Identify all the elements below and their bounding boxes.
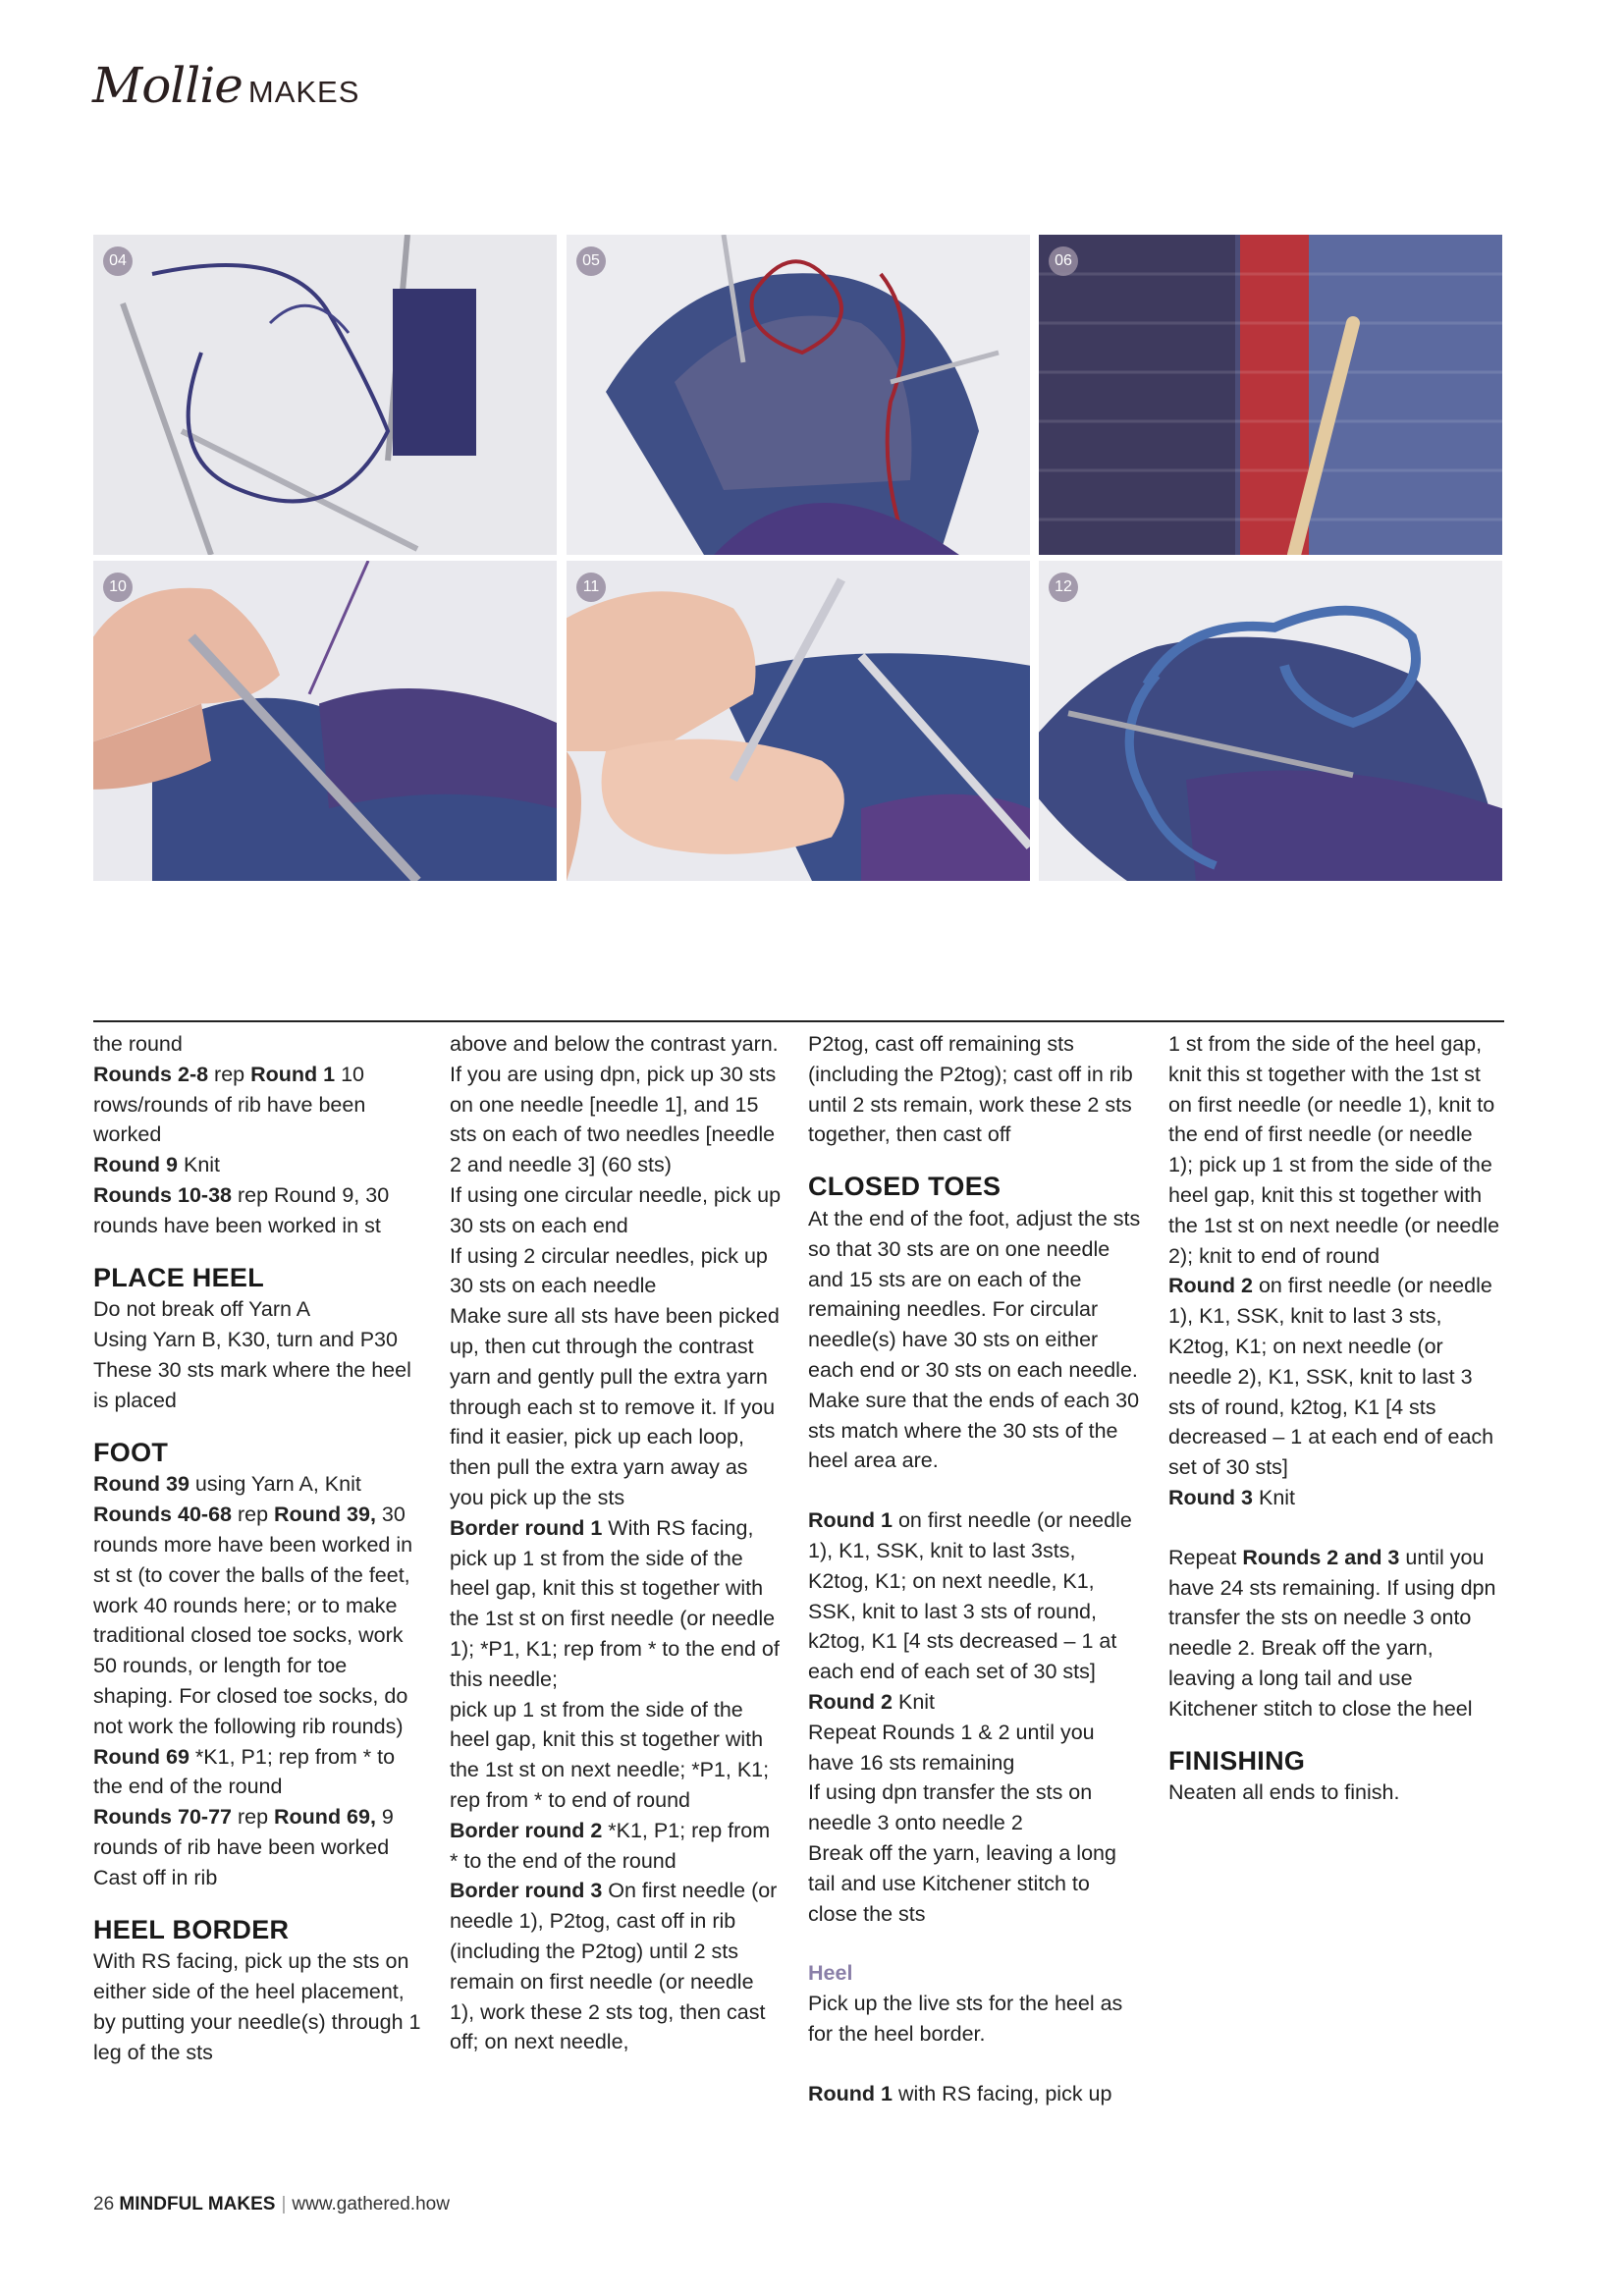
page-footer	[93, 2194, 450, 2215]
paragraph: Repeat Rounds 1 & 2 until you have 16 sts remaining	[808, 1720, 1095, 1775]
paragraph: Using Yarn B, K30, turn and P30	[93, 1328, 398, 1352]
section-divider	[93, 1020, 1504, 1022]
website-link[interactable]: www.gathered.how	[292, 2194, 450, 2214]
paragraph: Cast off in rib	[93, 1865, 218, 1889]
paragraph: Round 69 *K1, P1; rep from * to the end of the round	[93, 1744, 396, 1799]
step-number-badge: 04	[103, 246, 133, 276]
paragraph: Round 2 Knit	[808, 1689, 936, 1714]
heading-heel-border: HEEL BORDER	[93, 1914, 290, 1944]
paragraph: If using dpn transfer the sts on needle 3 onto needle 2	[808, 1780, 1093, 1835]
section-name: MINDFUL MAKES	[119, 2194, 276, 2214]
heading-place-heel: PLACE HEEL	[93, 1262, 265, 1292]
paragraph: the round	[93, 1032, 183, 1056]
paragraph: Make sure all sts have been picked up, then cut through the contrast yarn and gently pull the extra yarn through each st to remove it. If you find it easier, pick up each loop, then pull the extra yarn away as you pick up the sts	[450, 1304, 780, 1509]
paragraph: Rounds 70-77 rep Round 69, 9 rounds of rib have been worked	[93, 1805, 394, 1859]
paragraph: Border round 1 With RS facing, pick up 1 st from the side of the heel gap, knit this st together with the 1st st on first needle (or needle 1); *P1, K1; rep from * to the end of this needle;	[450, 1515, 780, 1691]
text-column-2	[450, 1029, 784, 2057]
paragraph: Round 1 with RS facing, pick up	[808, 2081, 1112, 2105]
paragraph: Rounds 10-38 rep Round 9, 30 rounds have been worked in st	[93, 1182, 390, 1237]
photo-step-06	[1039, 235, 1502, 555]
paragraph: Border round 2 *K1, P1; rep from * to the end of the round	[450, 1818, 771, 1873]
logo-word: MAKES	[247, 75, 360, 109]
photo-step-10	[93, 561, 557, 881]
paragraph: pick up 1 st from the side of the heel gap, knit this st together with the 1st st on next needle; *P1, K1; rep from * to end of round	[450, 1697, 770, 1812]
subheading-heel: Heel	[808, 1961, 853, 1986]
paragraph: Round 1 on first needle (or needle 1), K1, SSK, knit to last 3sts, K2tog, K1; on next needle, K1, SSK, knit to last 3 sts of round, k2tog, K1 [4 sts decreased – 1 at each end of each set of 30 sts]	[808, 1508, 1132, 1684]
paragraph: Round 3 Knit	[1168, 1485, 1296, 1509]
paragraph: Pick up the live sts for the heel as for the heel border.	[808, 1992, 1123, 2046]
paragraph: If using one circular needle, pick up 30 sts on each end	[450, 1182, 782, 1237]
paragraph: Break off the yarn, leaving a long tail and use Kitchener stitch to close the sts	[808, 1840, 1116, 1926]
paragraph: Border round 3 On first needle (or needle 1), P2tog, cast off in rib (including the P2tog) until 2 sts remain on first needle (or needle 1), work these 2 sts tog, then cast off; on next needle,	[450, 1879, 778, 2054]
step-number-badge: 12	[1049, 573, 1078, 602]
paragraph: If using 2 circular needles, pick up 30 sts on each needle	[450, 1243, 768, 1298]
paragraph: Round 2 on first needle (or needle 1), K1, SSK, knit to last 3 sts, K2tog, K1; on next needle (or needle 2), K1, SSK, knit to last 3 sts of round, k2tog, K1 [4 sts decreased – 1 at each end of each set of 30 sts]	[1168, 1274, 1494, 1480]
paragraph: P2tog, cast off remaining sts (including the P2tog); cast off in rib until 2 sts remain, work these 2 sts together, then cast off	[808, 1032, 1133, 1147]
step-number-badge: 05	[576, 246, 606, 276]
photo-step-12	[1039, 561, 1502, 881]
paragraph: above and below the contrast yarn. If you are using dpn, pick up 30 sts on one needle [needle 1], and 15 sts on each of two needles [needle 2 and needle 3] (60 sts)	[450, 1032, 779, 1177]
paragraph: With RS facing, pick up the sts on either side of the heel placement, by putting your needle(s) through 1 leg of the sts	[93, 1949, 421, 2064]
heading-finishing: FINISHING	[1168, 1745, 1306, 1776]
logo-script: Mollie	[92, 57, 243, 114]
step-number-badge: 06	[1049, 246, 1078, 276]
paragraph: Repeat Rounds 2 and 3 until you have 24 sts remaining. If using dpn transfer the sts on needle 3 onto needle 2. Break off the yarn, leaving a long tail and use Kitchener stitch to close the heel	[1168, 1545, 1496, 1721]
text-column-4	[1168, 1029, 1502, 1808]
paragraph: Rounds 2-8 rep Round 1 10 rows/rounds of rib have been worked	[93, 1062, 366, 1147]
paragraph: Rounds 40-68 rep Round 39, 30 rounds more have been worked in st st (to cover the balls of the feet, work 40 rounds here; or to make traditional closed toe socks, work 50 rounds, or length for toe shaping. For closed toe socks, do not work the following rib rounds)	[93, 1503, 413, 1738]
heading-closed-toes: CLOSED TOES	[808, 1172, 1001, 1202]
heading-foot: FOOT	[93, 1437, 169, 1467]
footer-separator: |	[281, 2194, 287, 2214]
step-number-badge: 11	[576, 573, 606, 602]
photo-step-04	[93, 235, 557, 555]
paragraph: Neaten all ends to finish.	[1168, 1780, 1400, 1805]
mollie-makes-logo	[92, 57, 359, 116]
paragraph: Round 39 using Yarn A, Knit	[93, 1472, 361, 1497]
paragraph: At the end of the foot, adjust the sts so that 30 sts are on one needle and 15 sts are on each of the remaining needles. For circular needle(s) have 30 sts on either each end or 30 sts on each needle. Make sure that the ends of each 30 sts match where the 30 sts of the heel area are.	[808, 1206, 1141, 1473]
paragraph: Do not break off Yarn A	[93, 1297, 311, 1322]
paragraph: 1 st from the side of the heel gap, knit this st together with the 1st st on first needle (or needle 1), knit to the end of first needle (or needle 1); pick up 1 st from the side of the heel gap, knit this st together with the 1st st on next needle (or needle 2); knit to end of round	[1168, 1032, 1500, 1268]
page-number: 26	[93, 2194, 115, 2214]
paragraph: Round 9 Knit	[93, 1153, 221, 1177]
text-column-1	[93, 1029, 427, 2068]
text-column-3	[808, 1029, 1142, 2109]
step-number-badge: 10	[103, 573, 133, 602]
photo-step-05	[567, 235, 1030, 555]
photo-step-11	[567, 561, 1030, 881]
paragraph: These 30 sts mark where the heel is placed	[93, 1357, 411, 1412]
